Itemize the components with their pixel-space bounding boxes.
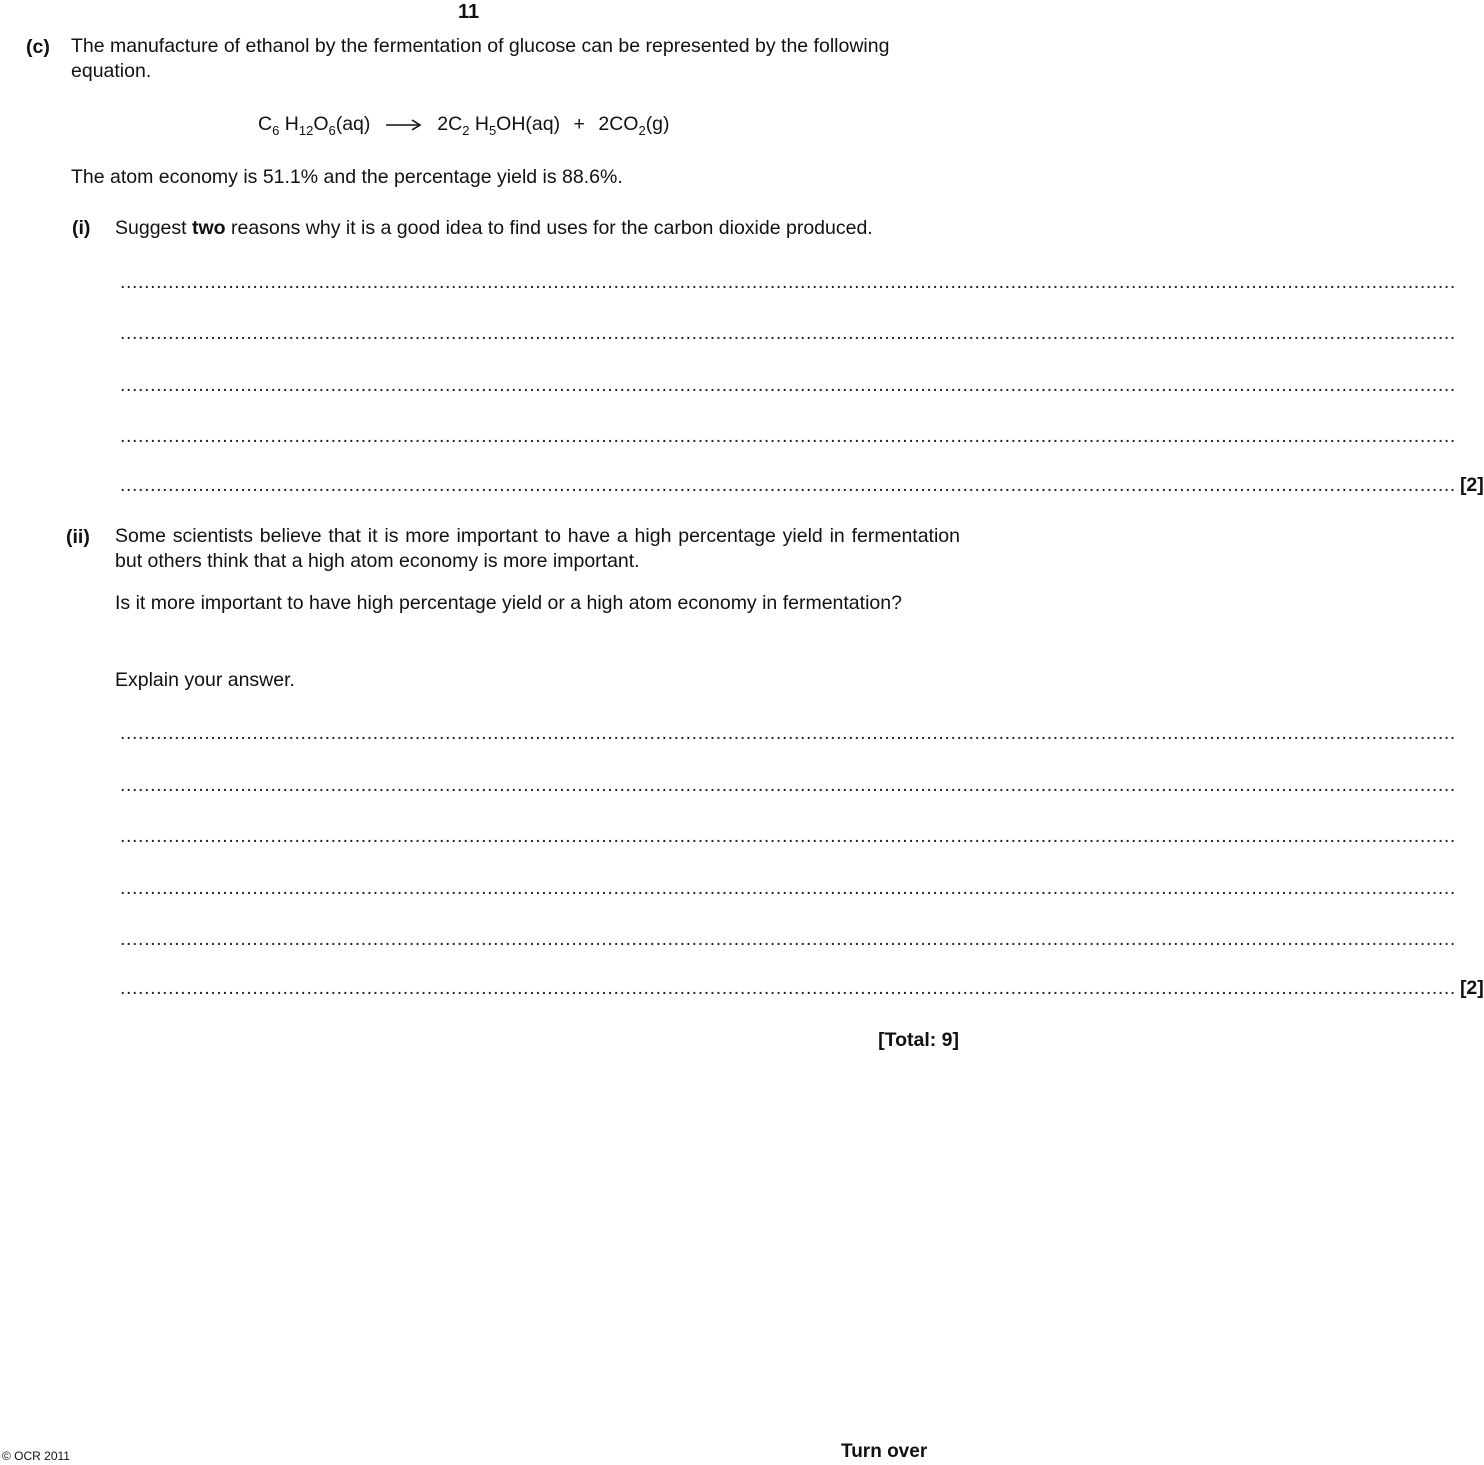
part-i-marks: [2] bbox=[1459, 474, 1484, 496]
part-ii-question: Is it more important to have high percentage yield or a high atom economy in fermentation? bbox=[115, 592, 902, 614]
part-c-intro: The manufacture of ethanol by the fermentation of glucose can be represented by the following equation. bbox=[71, 35, 890, 82]
answer-line[interactable]: .............................................................................................................................................................................................................................. bbox=[120, 322, 1456, 344]
reaction-arrow-icon bbox=[384, 118, 424, 132]
answer-line[interactable]: .............................................................................................................................................................................................................................. bbox=[120, 271, 1456, 293]
total-marks: [Total: 9] bbox=[878, 1029, 959, 1051]
answer-line[interactable]: .............................................................................................................................................................................................................................. bbox=[120, 774, 1456, 796]
answer-line[interactable]: .............................................................................................................................................................................................................................. bbox=[120, 374, 1456, 396]
part-ii-label: (ii) bbox=[66, 526, 90, 548]
copyright: © OCR 2011 bbox=[2, 1449, 70, 1463]
part-i-question: Suggest two reasons why it is a good idea to find uses for the carbon dioxide produced. bbox=[115, 217, 873, 239]
part-c-label: (c) bbox=[26, 36, 50, 58]
answer-line[interactable]: .............................................................................................................................................................................................................................. bbox=[120, 928, 1456, 950]
chemical-equation: $C_6$ $H_{12}O_6(aq)$ $2C_2$ $H_5OH(aq) + 2CO_2(g)$ bbox=[258, 113, 670, 138]
part-ii-marks: [2] bbox=[1459, 977, 1484, 999]
part-ii-statement: Some scientists believe that it is more important to have a high percentage yield in fermentation but others think that a high atom economy is more important. bbox=[115, 525, 960, 572]
part-ii-instruction: Explain your answer. bbox=[115, 669, 295, 691]
answer-line-with-marks[interactable]: .............................................................................................................................................................................................................................. [2] bbox=[120, 474, 1484, 496]
answer-line[interactable]: .............................................................................................................................................................................................................................. bbox=[120, 825, 1456, 847]
page-number: 11 bbox=[458, 1, 480, 23]
answer-line[interactable]: .............................................................................................................................................................................................................................. bbox=[120, 877, 1456, 899]
part-i-label: (i) bbox=[72, 217, 91, 239]
turn-over: Turn over bbox=[841, 1441, 928, 1462]
answer-line-with-marks[interactable]: .............................................................................................................................................................................................................................. [2] bbox=[120, 977, 1484, 999]
answer-line[interactable]: .............................................................................................................................................................................................................................. bbox=[120, 425, 1456, 447]
answer-line[interactable]: .............................................................................................................................................................................................................................. bbox=[120, 722, 1456, 744]
atom-economy-statement: The atom economy is 51.1% and the percentage yield is 88.6%. bbox=[71, 166, 623, 188]
